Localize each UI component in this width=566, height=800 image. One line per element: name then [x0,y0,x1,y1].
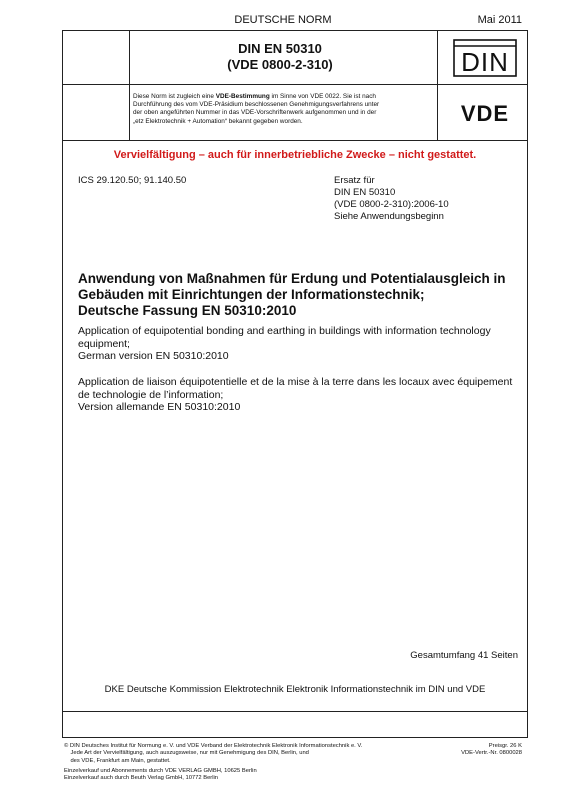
total-pages: Gesamtumfang 41 Seiten [410,650,518,661]
divider [437,30,438,140]
din-logo-text: DIN [461,47,509,77]
sales-line: Einzelverkauf und Abonnements durch VDE VERLAG GMBH, 10625 Berlin [64,768,257,774]
title-french [78,376,518,414]
replacement-line: Siehe Anwendungsbeginn [334,211,444,222]
dke-line: DKE Deutsche Kommission Elektrotechnik Elektronik Informationstechnik im DIN und VDE [104,684,486,695]
divider [62,84,528,85]
din-number: DIN EN 50310 [238,41,322,56]
replacement-line: DIN EN 50310 [334,187,396,198]
copyright-line: des VDE, Frankfurt am Main, gestattet. [64,757,171,764]
title-line: equipment; [78,337,130,350]
copy-notice: Vervielfältigung – auch für innerbetriebliche Zwecke – nicht gestattet. [113,149,477,161]
note-line: der oben angeführten Nummer in das VDE-Vorschriftenwerk aufgenommen und in der [133,109,377,117]
vde-bestimmung-term: VDE-Bestimmung [215,93,270,100]
note-line: „etz Elektrotechnik + Automation“ bekannt gegeben worden. [133,117,303,125]
title-line: Gebäuden mit Einrichtungen der Informationstechnik; [78,287,425,302]
copyright-block [64,743,394,765]
note-line: Diese Norm ist zugleich eine VDE-Bestimmung im Sinne von VDE 0022. Sie ist nach [133,93,376,100]
title-german [78,271,518,319]
title-line: German version EN 50310:2010 [78,350,229,363]
divider [62,711,528,712]
title-line: Deutsche Fassung EN 50310:2010 [78,303,297,318]
standard-number [130,41,430,73]
title-line: Application de liaison équipotentielle et de la mise à la terre dans les locaux avec équipement [78,376,513,388]
header-date: Mai 2011 [477,14,522,26]
copyright-line: Jede Art der Vervielfältigung, auch auszugsweise, nur mit Genehmigung des DIN, Berlin, und [64,750,309,757]
sales-line: Einzelverkauf auch durch Beuth Verlag GmbH, 10772 Berlin [64,775,219,782]
divider [62,140,528,141]
header-title: DEUTSCHE NORM [234,14,332,26]
price-group: Preisgr. 26 K [488,743,522,749]
ics-code: ICS 29.120.50; 91.140.50 [78,175,187,186]
note-line: Durchführung des vom VDE-Präsidium beschlossenen Genehmigungsverfahrens unter [133,101,380,109]
title-english [78,325,518,363]
vde-note [133,93,433,126]
vde-logo-text: VDE [460,101,510,126]
copyright-line: © DIN Deutsches Institut für Normung e. V. und VDE Verband der Elektrotechnik Elektronik Informationstechnik e. V. [64,743,363,749]
replacement-info [334,175,449,223]
title-line: Version allemande EN 50310:2010 [78,401,241,414]
vde-number: (VDE 0800-2-310) [227,57,333,72]
vde-logo [448,100,522,126]
title-line: Application of equipotential bonding and earthing in buildings with information technology [78,325,491,337]
title-line: de technologie de l’information; [78,388,224,401]
price-block [461,743,522,758]
replacement-line: Ersatz für [334,175,375,186]
vde-order-number: VDE-Vertr.-Nr. 0800028 [461,750,522,757]
title-line: Anwendung von Maßnahmen für Erdung und Potentialausgleich in [78,271,506,286]
replacement-line: (VDE 0800-2-310):2006-10 [334,199,449,210]
sales-block [64,768,394,783]
din-logo [452,38,518,78]
